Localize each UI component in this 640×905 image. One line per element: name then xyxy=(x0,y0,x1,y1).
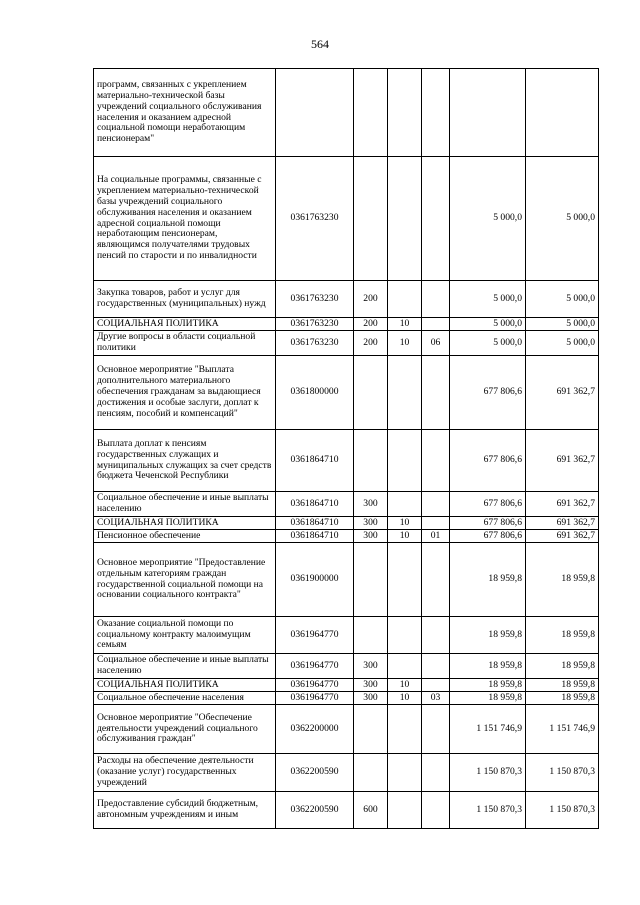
table-row xyxy=(94,318,599,331)
cell-amount-year1: 5 000,0 xyxy=(450,331,526,356)
cell-amount-year2: 5 000,0 xyxy=(526,318,599,331)
cell-name: Основное мероприятие "Обеспечение деятельности учреждений социального обслуживания граждан" xyxy=(94,705,276,754)
cell-expense-type xyxy=(354,356,388,430)
cell-name: Выплата доплат к пенсиям государственных служащих и муниципальных служащих за счет средств бюджета Чеченской Республики xyxy=(94,430,276,492)
cell-target-code: 0361964770 xyxy=(276,654,354,679)
cell-name: программ, связанных с укреплением материально-технической базы учреждений социального обслуживания населения и оказанием адресной социальной помощи неработающим пенсионерам" xyxy=(94,69,276,157)
cell-expense-type: 300 xyxy=(354,679,388,692)
cell-subsection xyxy=(422,517,450,530)
cell-expense-type: 200 xyxy=(354,331,388,356)
cell-amount-year2: 1 150 870,3 xyxy=(526,754,599,792)
cell-amount-year2: 691 362,7 xyxy=(526,430,599,492)
table-row xyxy=(94,679,599,692)
cell-target-code: 0361900000 xyxy=(276,543,354,617)
cell-subsection xyxy=(422,792,450,829)
page-number: 564 xyxy=(311,37,329,51)
cell-target-code: 0361763230 xyxy=(276,331,354,356)
cell-name: Социальное обеспечение и иные выплаты населению xyxy=(94,492,276,517)
cell-amount-year1: 18 959,8 xyxy=(450,617,526,654)
cell-target-code: 0361864710 xyxy=(276,430,354,492)
cell-name: Оказание социальной помощи по социальному контракту малоимущим семьям xyxy=(94,617,276,654)
table-row xyxy=(94,654,599,679)
cell-amount-year1: 18 959,8 xyxy=(450,679,526,692)
cell-section xyxy=(388,430,422,492)
cell-amount-year1: 5 000,0 xyxy=(450,318,526,331)
cell-amount-year2: 691 362,7 xyxy=(526,356,599,430)
cell-amount-year1: 5 000,0 xyxy=(450,281,526,318)
cell-subsection xyxy=(422,617,450,654)
cell-target-code: 0361964770 xyxy=(276,617,354,654)
cell-amount-year1: 18 959,8 xyxy=(450,543,526,617)
cell-subsection xyxy=(422,318,450,331)
cell-subsection: 03 xyxy=(422,692,450,705)
cell-expense-type: 200 xyxy=(354,281,388,318)
cell-name: Закупка товаров, работ и услуг для государственных (муниципальных) нужд xyxy=(94,281,276,318)
cell-section xyxy=(388,792,422,829)
table-row xyxy=(94,754,599,792)
cell-section xyxy=(388,705,422,754)
cell-amount-year1: 677 806,6 xyxy=(450,430,526,492)
table-row xyxy=(94,69,599,157)
cell-name: СОЦИАЛЬНАЯ ПОЛИТИКА xyxy=(94,517,276,530)
cell-subsection xyxy=(422,754,450,792)
table-row xyxy=(94,281,599,318)
cell-amount-year2: 5 000,0 xyxy=(526,157,599,281)
cell-amount-year2: 18 959,8 xyxy=(526,543,599,617)
cell-target-code: 0362200590 xyxy=(276,792,354,829)
table-row xyxy=(94,356,599,430)
cell-expense-type: 300 xyxy=(354,692,388,705)
cell-amount-year2: 18 959,8 xyxy=(526,617,599,654)
budget-table xyxy=(93,68,599,829)
cell-target-code: 0361763230 xyxy=(276,157,354,281)
cell-target-code: 0361864710 xyxy=(276,492,354,517)
cell-expense-type xyxy=(354,430,388,492)
table-row xyxy=(94,492,599,517)
cell-amount-year1: 677 806,6 xyxy=(450,530,526,543)
cell-name: Предоставление субсидий бюджетным, автономным учреждениям и иным xyxy=(94,792,276,829)
cell-expense-type: 300 xyxy=(354,517,388,530)
table-row xyxy=(94,430,599,492)
cell-amount-year2: 5 000,0 xyxy=(526,331,599,356)
cell-target-code: 0361864710 xyxy=(276,517,354,530)
cell-expense-type: 600 xyxy=(354,792,388,829)
cell-amount-year1: 1 150 870,3 xyxy=(450,792,526,829)
cell-amount-year2: 18 959,8 xyxy=(526,679,599,692)
cell-section xyxy=(388,492,422,517)
cell-expense-type xyxy=(354,543,388,617)
cell-target-code: 0361800000 xyxy=(276,356,354,430)
cell-name: Пенсионное обеспечение xyxy=(94,530,276,543)
cell-section: 10 xyxy=(388,679,422,692)
cell-target-code: 0361763230 xyxy=(276,318,354,331)
cell-section xyxy=(388,654,422,679)
cell-expense-type: 300 xyxy=(354,654,388,679)
cell-name: Основное мероприятие "Предоставление отдельным категориям граждан государственной социальной помощи на основании социального контракта" xyxy=(94,543,276,617)
cell-subsection xyxy=(422,157,450,281)
table-row xyxy=(94,705,599,754)
cell-section xyxy=(388,157,422,281)
cell-amount-year2: 5 000,0 xyxy=(526,281,599,318)
cell-name: СОЦИАЛЬНАЯ ПОЛИТИКА xyxy=(94,318,276,331)
cell-amount-year1: 1 150 870,3 xyxy=(450,754,526,792)
cell-amount-year2 xyxy=(526,69,599,157)
cell-amount-year2: 1 151 746,9 xyxy=(526,705,599,754)
cell-expense-type: 200 xyxy=(354,318,388,331)
cell-amount-year1: 677 806,6 xyxy=(450,356,526,430)
cell-target-code: 0361864710 xyxy=(276,530,354,543)
table-row xyxy=(94,530,599,543)
cell-section xyxy=(388,281,422,318)
cell-subsection xyxy=(422,492,450,517)
cell-subsection xyxy=(422,679,450,692)
cell-name: Основное мероприятие "Выплата дополнительного материального обеспечения гражданам за выдающиеся достижения и особые заслуги, доплат к пенсиям, пособий и компенсаций" xyxy=(94,356,276,430)
cell-section xyxy=(388,69,422,157)
cell-target-code: 0362200590 xyxy=(276,754,354,792)
cell-expense-type xyxy=(354,705,388,754)
cell-section xyxy=(388,754,422,792)
cell-subsection xyxy=(422,543,450,617)
cell-section: 10 xyxy=(388,517,422,530)
cell-name: Социальное обеспечение населения xyxy=(94,692,276,705)
cell-target-code: 0362200000 xyxy=(276,705,354,754)
cell-amount-year1: 677 806,6 xyxy=(450,517,526,530)
cell-target-code: 0361964770 xyxy=(276,692,354,705)
cell-expense-type: 300 xyxy=(354,530,388,543)
table-row xyxy=(94,792,599,829)
table-row xyxy=(94,692,599,705)
cell-name: Расходы на обеспечение деятельности (оказание услуг) государственных учреждений xyxy=(94,754,276,792)
cell-section: 10 xyxy=(388,318,422,331)
cell-amount-year1: 677 806,6 xyxy=(450,492,526,517)
cell-expense-type xyxy=(354,69,388,157)
cell-name: Социальное обеспечение и иные выплаты населению xyxy=(94,654,276,679)
cell-amount-year2: 1 150 870,3 xyxy=(526,792,599,829)
cell-section: 10 xyxy=(388,692,422,705)
cell-section xyxy=(388,543,422,617)
cell-amount-year2: 691 362,7 xyxy=(526,492,599,517)
cell-subsection xyxy=(422,654,450,679)
cell-section: 10 xyxy=(388,530,422,543)
cell-subsection: 01 xyxy=(422,530,450,543)
cell-amount-year1: 5 000,0 xyxy=(450,157,526,281)
cell-amount-year2: 18 959,8 xyxy=(526,692,599,705)
table-row xyxy=(94,617,599,654)
cell-amount-year1: 18 959,8 xyxy=(450,692,526,705)
cell-subsection: 06 xyxy=(422,331,450,356)
cell-amount-year2: 691 362,7 xyxy=(526,530,599,543)
cell-section: 10 xyxy=(388,331,422,356)
cell-section xyxy=(388,356,422,430)
table-row xyxy=(94,517,599,530)
cell-subsection xyxy=(422,356,450,430)
cell-subsection xyxy=(422,281,450,318)
cell-amount-year2: 18 959,8 xyxy=(526,654,599,679)
table-row xyxy=(94,331,599,356)
cell-name: На социальные программы, связанные с укреплением материально-технической базы учреждений социального обслуживания населения и оказанием адресной социальной помощи неработающим пенсионерам, являющимся получателями трудовых пенсий по старости и по инвалидности xyxy=(94,157,276,281)
cell-section xyxy=(388,617,422,654)
cell-target-code: 0361964770 xyxy=(276,679,354,692)
table-body xyxy=(94,69,599,829)
cell-subsection xyxy=(422,69,450,157)
cell-name: Другие вопросы в области социальной политики xyxy=(94,331,276,356)
table-row xyxy=(94,157,599,281)
cell-subsection xyxy=(422,430,450,492)
cell-expense-type xyxy=(354,617,388,654)
cell-expense-type: 300 xyxy=(354,492,388,517)
cell-target-code xyxy=(276,69,354,157)
cell-amount-year2: 691 362,7 xyxy=(526,517,599,530)
cell-subsection xyxy=(422,705,450,754)
cell-expense-type xyxy=(354,754,388,792)
cell-name: СОЦИАЛЬНАЯ ПОЛИТИКА xyxy=(94,679,276,692)
table-row xyxy=(94,543,599,617)
cell-amount-year1 xyxy=(450,69,526,157)
cell-expense-type xyxy=(354,157,388,281)
cell-target-code: 0361763230 xyxy=(276,281,354,318)
cell-amount-year1: 18 959,8 xyxy=(450,654,526,679)
cell-amount-year1: 1 151 746,9 xyxy=(450,705,526,754)
